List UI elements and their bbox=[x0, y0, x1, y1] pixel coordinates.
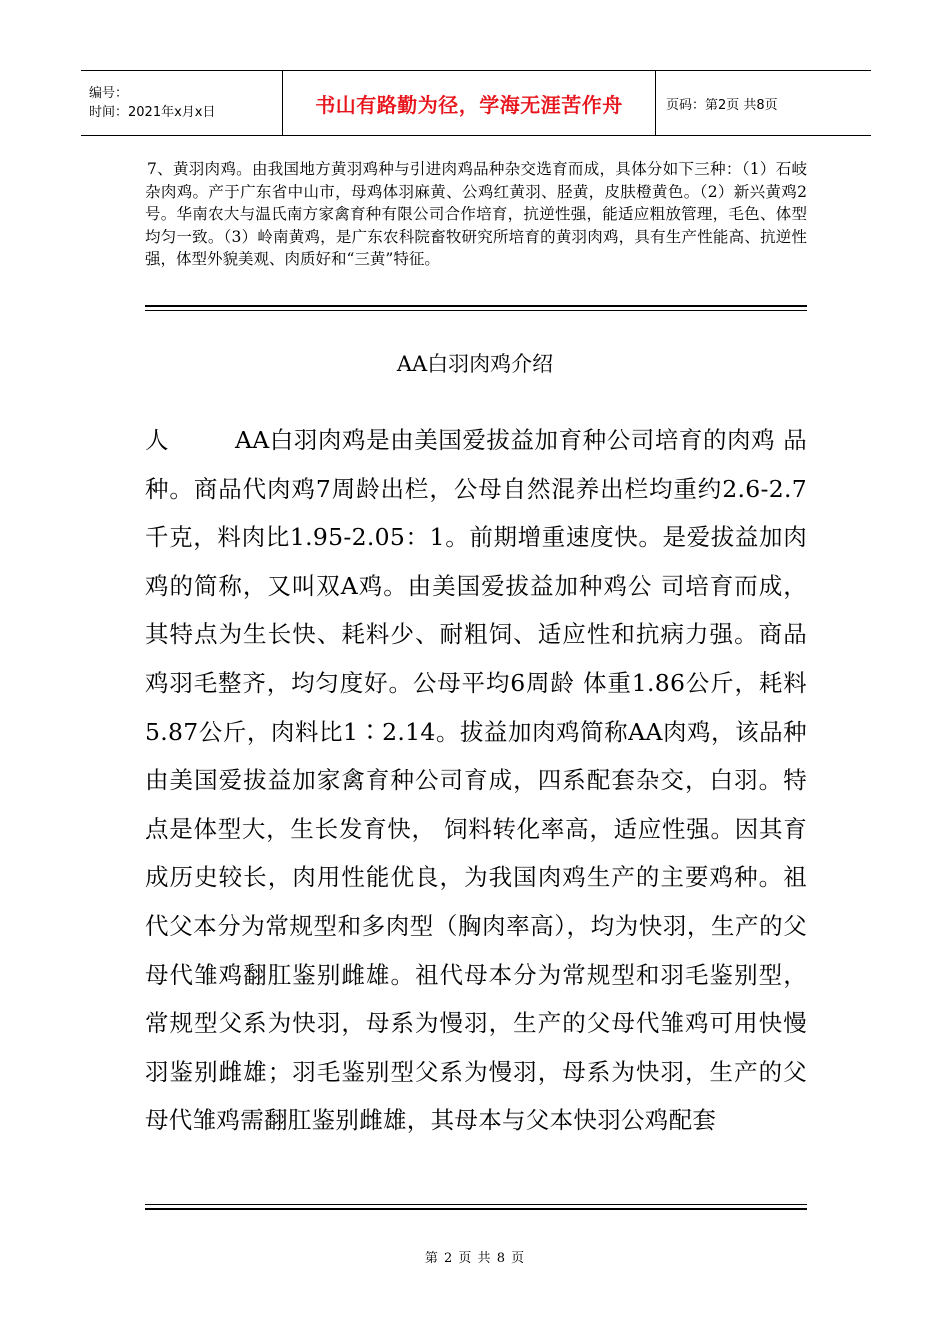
section-title: AA白羽肉鸡介绍 bbox=[396, 352, 554, 376]
bottom-divider bbox=[145, 1204, 807, 1210]
body-text: AA白羽肉鸡是由美国爱拔益加育种公司培育的肉鸡 品种。商品代肉鸡7周龄出栏，公母自然混养出栏均重约2.6-2.7千克，料肉比1.95-2.05：1。前期增重速度快。是爱拔益加肉鸡的简称，又叫双A鸡。由美国爱拔益加种鸡公 司培育而成，其特点为生长快、耗料少、耐粗饲、适应性和抗病力强。商品鸡羽毛整齐，均匀度好。公母平均6周龄 体重1.86公斤，耗料5.87公斤，肉料比1∶2.14。拔益加肉鸡简称AA肉鸡，该品种由美国爱拔益加家禽育种公司育成，四系配套杂交，白羽。特点是体型大，生长发育快， 饲料转化率高，适应性强。因其育成历史较长，肉用性能优良，为我国肉鸡生产的主要鸡种。祖代父本分为常规型和多肉型（胸肉率高），均为快羽，生产的父母代雏鸡翻肛鉴别雌雄。祖代母本分为常规型和羽毛鉴别型，常规型父系为快羽，母系为慢羽，生产的父母代雏鸡可用快慢羽鉴别雌雄；羽毛鉴别型父系为慢羽，母系为快羽，生产的父母代雏鸡需翻肛鉴别雌雄，其母本与父本快羽公鸡配套 bbox=[145, 426, 807, 1135]
page-footer: 第 2 页 共 8 页 bbox=[424, 1251, 526, 1266]
intro-paragraph: 7、黄羽肉鸡。由我国地方黄羽鸡种与引进肉鸡品种杂交选育而成，具体分如下三种：（1）石岐杂肉鸡。产于广东省中山市，母鸡体羽麻黄、公鸡红黄羽、胫黄，皮肤橙黄色。（2）新兴黄鸡2号。华南农大与温氏南方家禽育种有限公司合作培育，抗逆性强，能适应粗放管理，毛色、体型均匀一致。（3）岭南黄鸡，是广东农科院畜牧研究所培育的黄羽肉鸡，具有生产性能高、抗逆性强，体型外貌美观、肉质好和“三黄”特征。 bbox=[145, 160, 807, 268]
document-time-label: 时间：2021年x月x日 bbox=[89, 105, 216, 120]
document-number-label: 编号： bbox=[89, 86, 129, 101]
header-meta-cell bbox=[81, 71, 283, 135]
document-header bbox=[81, 70, 871, 136]
body-paragraph bbox=[145, 416, 807, 1145]
header-page-code: 页码：第2页 共8页 bbox=[666, 97, 778, 113]
body-lead-char: 人 bbox=[145, 426, 169, 454]
top-divider bbox=[145, 305, 807, 311]
header-motto-cell bbox=[283, 71, 656, 135]
header-page-cell bbox=[656, 71, 871, 135]
header-motto: 书山有路勤为径，学海无涯苦作舟 bbox=[315, 92, 623, 117]
